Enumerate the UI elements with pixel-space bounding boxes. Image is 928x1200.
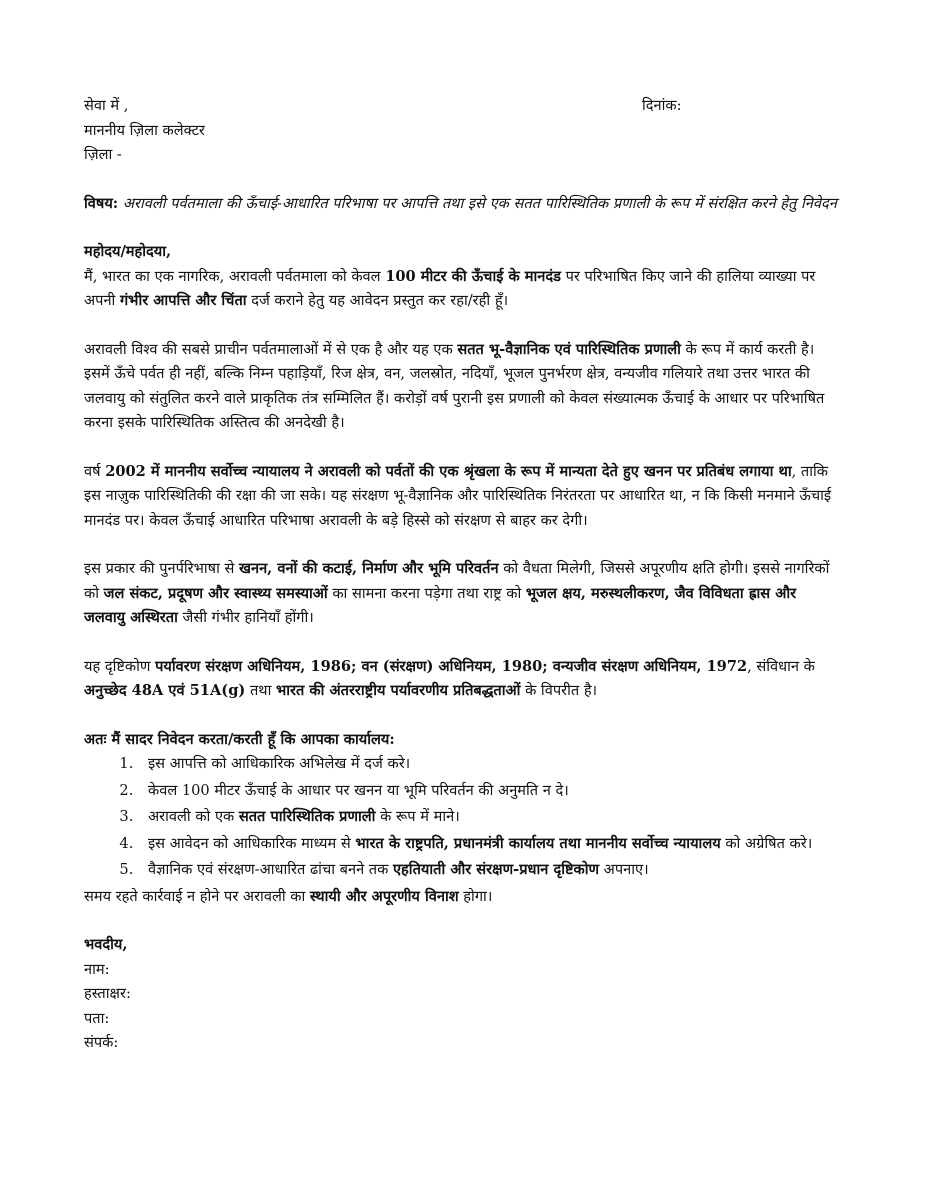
- signoff-regards: भवदीय,: [84, 936, 128, 953]
- request-item-1: 1. इस आपत्ति को आधिकारिक अभिलेख में दर्ज करे।: [138, 752, 840, 777]
- paragraph-4: इस प्रकार की पुनर्परिभाषा से खनन, वनों की कटाई, निर्माण और भूमि परिवर्तन को वैधता मिलेगी, जिससे अपूरणीय क्षति होगी। इससे नागरिकों को जल संकट, प्रदूषण और स्वास्थ्य समस्याओं का सामना करना पड़ेगा तथा राष्ट्र को भूजल क्षय, मरुस्थलीकरण, जैव विविधता ह्रास और जलवायु अस्थिरता जैसी गंभीर हानियाँ होंगी।: [84, 560, 830, 626]
- addressee-district: ज़िला -: [84, 146, 122, 163]
- paragraph-5: यह दृष्टिकोण पर्यावरण संरक्षण अधिनियम, 1986; वन (संरक्षण) अधिनियम, 1980; वन्यजीव संरक्षण अधिनियम, 1972, संविधान के अनुच्छेद 48A एवं 51A(g) तथा भारत की अंतरराष्ट्रीय पर्यावरणीय प्रतिबद्धताओं के विपरीत है।: [84, 657, 815, 699]
- request-heading: अतः मैं सादर निवेदन करता/करती हूँ कि आपका कार्यालय:: [84, 730, 395, 748]
- addressee-recipient: माननीय ज़िला कलेक्टर: [84, 121, 205, 139]
- request-item-5: 5. वैज्ञानिक एवं संरक्षण-आधारित ढांचा बनने तक एहतियाती और संरक्षण-प्रधान दृष्टिकोण अपनाए।: [138, 858, 840, 883]
- salutation: महोदय/महोदया,: [84, 243, 172, 260]
- request-item-4: 4. इस आवेदन को आधिकारिक माध्यम से भारत के राष्ट्रपति, प्रधानमंत्री कार्यालय तथा माननीय सर्वोच्च न्यायालय को अग्रेषित करे।: [138, 832, 840, 857]
- subject-label: विषय:: [84, 194, 119, 212]
- request-list: [84, 752, 840, 883]
- date-label: दिनांक:: [642, 97, 682, 114]
- paragraph-2: अरावली विश्व की सबसे प्राचीन पर्वतमालाओं में से एक है और यह एक सतत भू-वैज्ञानिक एवं पारिस्थितिक प्रणाली के रूप में कार्य करती है। इसमें ऊँचे पर्वत ही नहीं, बल्कि निम्न पहाड़ियाँ, रिज क्षेत्र, वन, जलस्रोत, नदियाँ, भूजल पुनर्भरण क्षेत्र, वन्यजीव गलियारे तथा उत्तर भारत की जलवायु को संतुलित करने वाले प्राकृतिक तंत्र सम्मिलित हैं। करोड़ों वर्ष पुरानी इस प्रणाली को केवल संख्यात्मक ऊँचाई के आधार पर परिभाषित करना इसके पारिस्थितिक अस्तित्व की अनदेखी है।: [84, 340, 825, 431]
- paragraph-3: वर्ष 2002 में माननीय सर्वोच्च न्यायालय ने अरावली को पर्वतों की एक श्रृंखला के रूप में मान्यता देते हुए खनन पर प्रतिबंध लगाया था, ताकि इस नाज़ुक पारिस्थितिकी की रक्षा की जा सके। यह संरक्षण भू-वैज्ञानिक और पारिस्थितिक निरंतरता पर आधारित था, न कि किसी मनमाने ऊँचाई मानदंड पर। केवल ऊँचाई आधारित परिभाषा अरावली के बड़े हिस्से को संरक्षण से बाहर कर देगी।: [84, 462, 832, 529]
- signoff-address: पता:: [84, 1009, 110, 1027]
- signoff-signature: हस्ताक्षर:: [84, 985, 131, 1002]
- signoff-name: नाम:: [84, 960, 110, 978]
- signoff-contact: संपर्क:: [84, 1034, 119, 1051]
- subject-line: [84, 192, 840, 217]
- request-item-2: 2. केवल 100 मीटर ऊँचाई के आधार पर खनन या भूमि परिवर्तन की अनुमति न दे।: [138, 779, 840, 804]
- subject-text: अरावली पर्वतमाला की ऊँचाई-आधारित परिभाषा पर आपत्ति तथा इसे एक सतत पारिस्थितिक प्रणाली के रूप में संरक्षित करने हेतु निवेदन: [118, 194, 837, 212]
- request-item-3: 3. अरावली को एक सतत पारिस्थितिक प्रणाली के रूप में माने।: [138, 805, 840, 830]
- paragraph-1: मैं, भारत का एक नागरिक, अरावली पर्वतमाला को केवल 100 मीटर की ऊँचाई के मानदंड पर परिभाषित किए जाने की हालिया व्याख्या पर अपनी गंभीर आपत्ति और चिंता दर्ज कराने हेतु यह आवेदन प्रस्तुत कर रहा/रही हूँ।: [84, 267, 816, 309]
- addressee-to: सेवा में ,: [84, 97, 129, 114]
- closing-line: समय रहते कार्रवाई न होने पर अरावली का स्थायी और अपूरणीय विनाश होगा।: [84, 887, 493, 905]
